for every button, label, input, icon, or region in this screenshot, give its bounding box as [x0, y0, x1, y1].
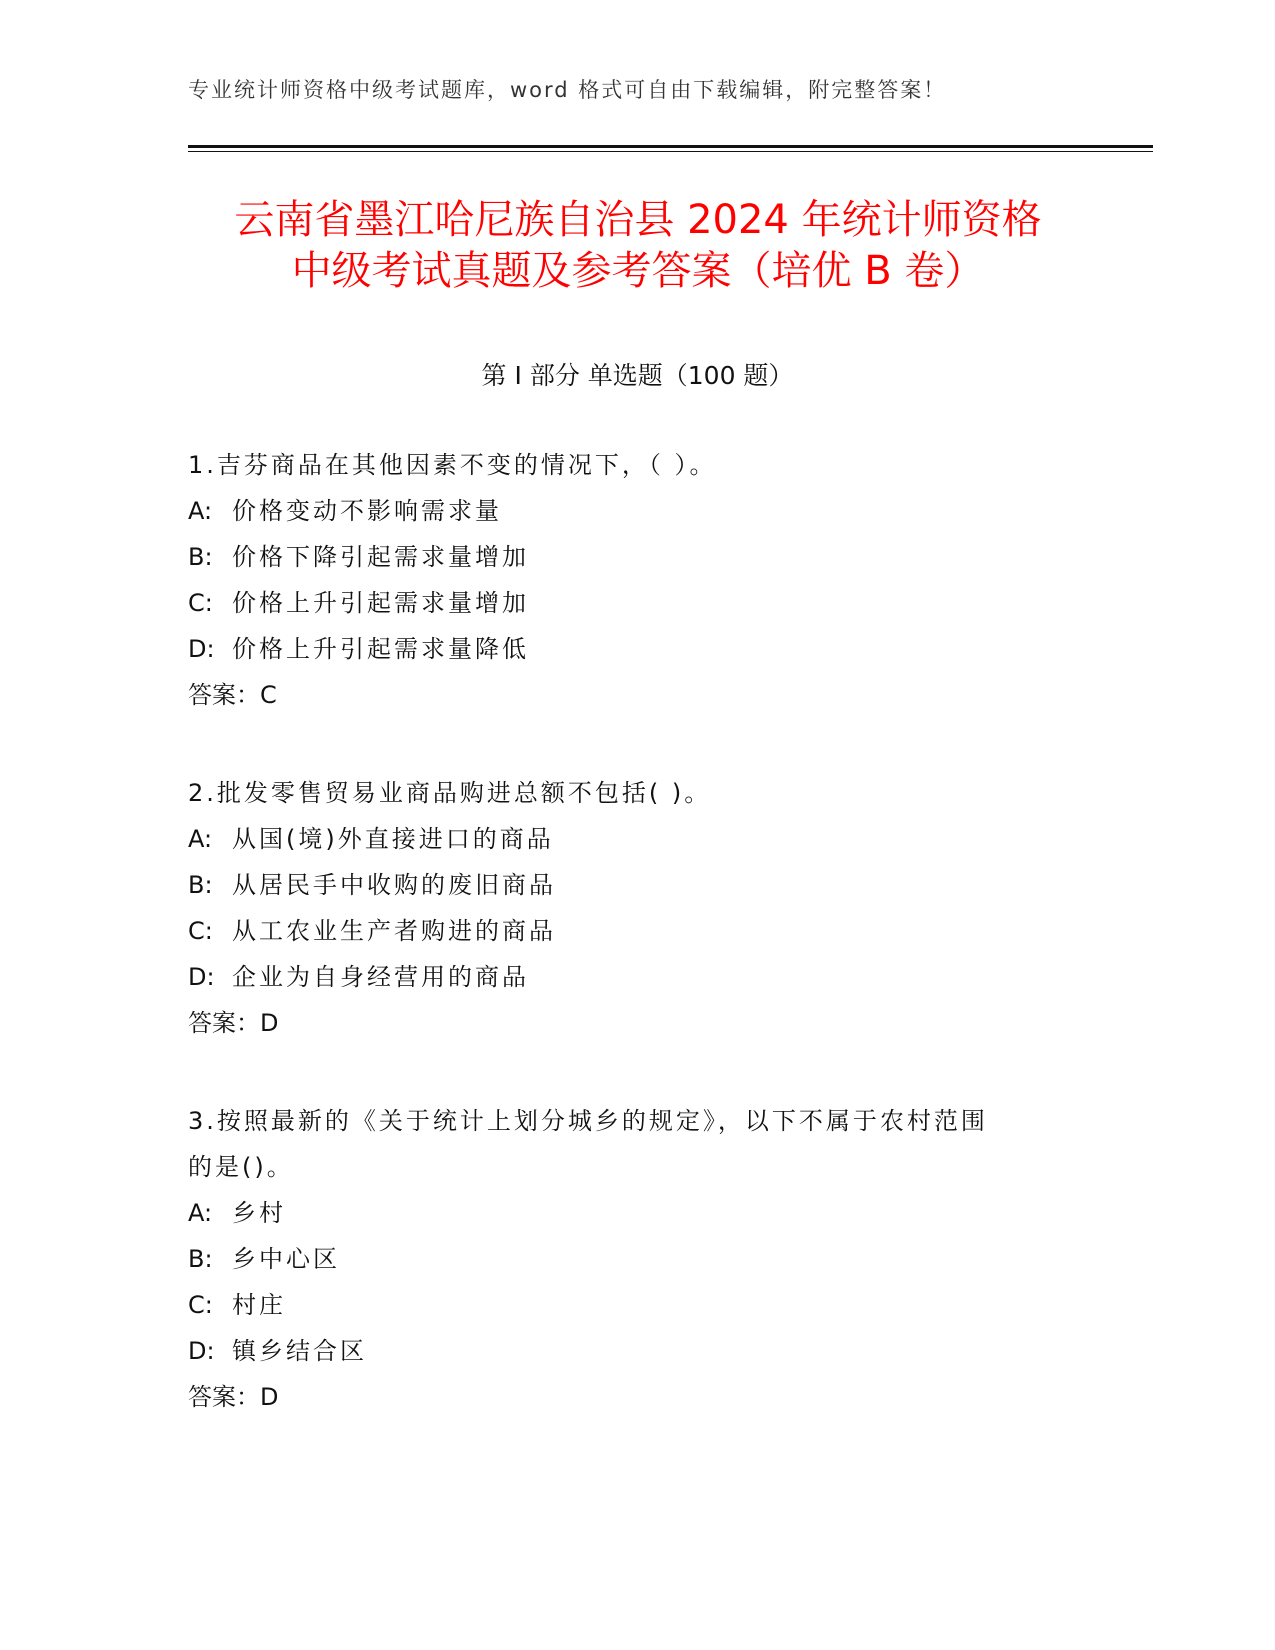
- option-letter: C:: [188, 917, 213, 945]
- option-text: 镇乡结合区: [232, 1337, 367, 1365]
- option-text: 价格上升引起需求量增加: [232, 589, 529, 617]
- option-text: 村庄: [232, 1291, 286, 1319]
- option-letter: C:: [188, 589, 213, 617]
- option-text: 从居民手中收购的废旧商品: [232, 871, 556, 899]
- option-letter: D:: [188, 1337, 215, 1365]
- question-option: [188, 1190, 1088, 1236]
- option-letter: C:: [188, 1291, 213, 1319]
- option-text: 价格上升引起需求量降低: [232, 635, 529, 663]
- question-block: [188, 1098, 1088, 1420]
- header-rule-thin: [188, 151, 1153, 152]
- question-option: [188, 816, 1088, 862]
- question-stem: 1.吉芬商品在其他因素不变的情况下，（ ）。: [188, 451, 717, 479]
- document-title: [188, 195, 1088, 297]
- option-letter: B:: [188, 543, 213, 571]
- question-option: [188, 580, 1088, 626]
- question-option: [188, 954, 1088, 1000]
- question-answer: 答案：C: [188, 681, 277, 709]
- section-heading: 第 I 部分 单选题（100 题）: [481, 361, 794, 390]
- option-letter: A:: [188, 825, 213, 853]
- option-letter: D:: [188, 963, 215, 991]
- question-option: [188, 626, 1088, 672]
- title-line-1: 云南省墨江哈尼族自治县 2024 年统计师资格: [234, 197, 1042, 243]
- question-option: [188, 1328, 1088, 1374]
- option-letter: B:: [188, 871, 213, 899]
- question-option: [188, 1236, 1088, 1282]
- option-text: 乡村: [232, 1199, 286, 1227]
- title-line-2: 中级考试真题及参考答案（培优 B 卷）: [291, 248, 985, 294]
- option-text: 企业为自身经营用的商品: [232, 963, 529, 991]
- question-list: [188, 442, 1088, 1472]
- question-answer: 答案：D: [188, 1383, 279, 1411]
- option-letter: A:: [188, 497, 213, 525]
- question-stem: 2.批发零售贸易业商品购进总额不包括( )。: [188, 779, 712, 807]
- question-option: [188, 488, 1088, 534]
- option-letter: D:: [188, 635, 215, 663]
- question-stem: 3.按照最新的《关于统计上划分城乡的规定》，以下不属于农村范围: [188, 1107, 988, 1135]
- question-block: [188, 770, 1088, 1046]
- option-text: 价格下降引起需求量增加: [232, 543, 529, 571]
- question-option: [188, 534, 1088, 580]
- option-text: 价格变动不影响需求量: [232, 497, 502, 525]
- question-block: [188, 442, 1088, 718]
- question-answer: 答案：D: [188, 1009, 279, 1037]
- header-rule-thick: [188, 145, 1153, 148]
- question-option: [188, 862, 1088, 908]
- question-option: [188, 908, 1088, 954]
- option-text: 从工农业生产者购进的商品: [232, 917, 556, 945]
- option-text: 从国(境)外直接进口的商品: [232, 825, 554, 853]
- option-letter: A:: [188, 1199, 213, 1227]
- option-letter: B:: [188, 1245, 213, 1273]
- option-text: 乡中心区: [232, 1245, 340, 1273]
- header-note: 专业统计师资格中级考试题库，word 格式可自由下载编辑，附完整答案！: [188, 78, 947, 102]
- question-option: [188, 1282, 1088, 1328]
- question-stem-continuation: 的是()。: [188, 1153, 294, 1181]
